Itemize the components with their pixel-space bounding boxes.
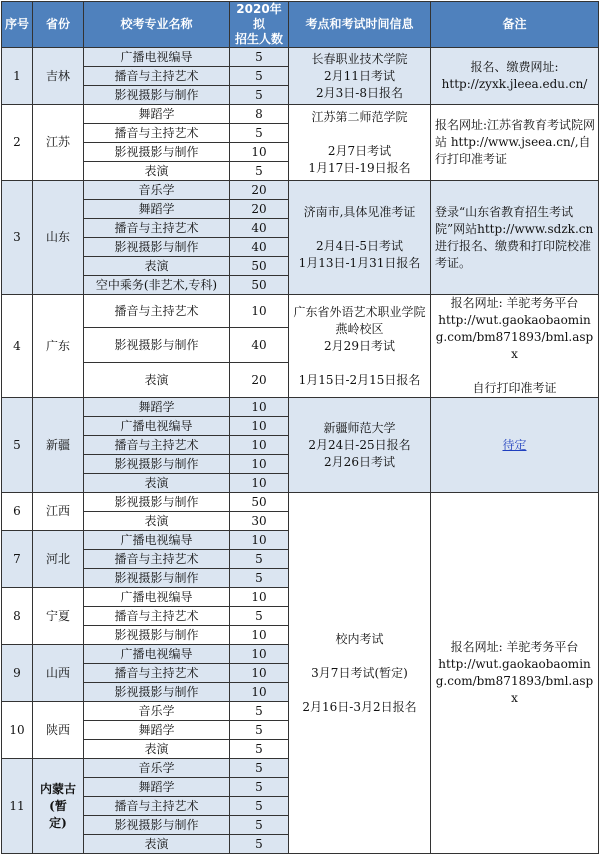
quota-cell: 50 [230,276,289,295]
province-cell: 山西 [33,645,84,702]
quota-cell: 10 [230,531,289,550]
major-cell: 广播电视编导 [84,531,230,550]
site-cell: 长春职业技术学院 2月11日考试 2月3日-8日报名 [289,48,431,105]
site-cell: 济南市,具体见准考证 2月4日-5日考试 1月13日-1月31日报名 [289,181,431,295]
quota-cell: 5 [230,569,289,588]
row-number: 10 [2,702,33,759]
row-number: 7 [2,531,33,588]
notes-cell: 登录“山东省教育招生考试院”网站http://www.sdzk.cn进行报名、缴费和打印院校准考证。 [431,181,599,295]
row-number: 4 [2,295,33,398]
major-cell: 表演 [84,512,230,531]
major-cell: 播音与主持艺术 [84,67,230,86]
table-row [2,295,599,328]
province-cell: 广东 [33,295,84,398]
quota-cell: 20 [230,181,289,200]
major-cell: 音乐学 [84,181,230,200]
quota-cell: 10 [230,455,289,474]
quota-cell: 10 [230,645,289,664]
quota-cell: 30 [230,512,289,531]
quota-cell: 10 [230,474,289,493]
quota-cell: 10 [230,626,289,645]
quota-cell: 5 [230,550,289,569]
quota-cell: 10 [230,436,289,455]
major-cell: 广播电视编导 [84,417,230,436]
notes-cell: 报名网址: 羊驼考务平台 http://wut.gaokaobaoming.com/bm871893/bml.aspx [431,493,599,854]
major-cell: 舞蹈学 [84,200,230,219]
header-site: 考点和考试时间信息 [289,2,431,48]
major-cell: 播音与主持艺术 [84,295,230,328]
quota-cell: 5 [230,759,289,778]
province-cell: 吉林 [33,48,84,105]
major-cell: 播音与主持艺术 [84,550,230,569]
major-cell: 表演 [84,474,230,493]
major-cell: 音乐学 [84,702,230,721]
quota-cell: 5 [230,124,289,143]
major-cell: 影视摄影与制作 [84,816,230,835]
quota-cell: 5 [230,816,289,835]
table-row [2,493,599,512]
notes-cell [431,398,599,493]
quota-cell: 5 [230,721,289,740]
major-cell: 影视摄影与制作 [84,683,230,702]
row-number: 6 [2,493,33,531]
major-cell: 播音与主持艺术 [84,664,230,683]
header-province: 省份 [33,2,84,48]
province-cell: 河北 [33,531,84,588]
header-no: 序号 [2,2,33,48]
major-cell: 表演 [84,363,230,398]
quota-cell: 40 [230,328,289,363]
province-cell: 新疆 [33,398,84,493]
site-cell: 广东省外语艺术职业学院燕岭校区 2月29日考试 1月15日-2月15日报名 [289,295,431,398]
quota-cell: 10 [230,143,289,162]
major-cell: 影视摄影与制作 [84,493,230,512]
quota-cell: 5 [230,702,289,721]
province-cell: 江苏 [33,105,84,181]
table-row [2,398,599,417]
province-cell: 山东 [33,181,84,295]
quota-cell: 5 [230,835,289,854]
major-cell: 播音与主持艺术 [84,124,230,143]
major-cell: 影视摄影与制作 [84,86,230,105]
quota-cell: 5 [230,162,289,181]
major-cell: 表演 [84,257,230,276]
major-cell: 播音与主持艺术 [84,219,230,238]
major-cell: 播音与主持艺术 [84,797,230,816]
major-cell: 影视摄影与制作 [84,569,230,588]
quota-cell: 10 [230,417,289,436]
quota-cell: 40 [230,219,289,238]
quota-cell: 10 [230,664,289,683]
row-number: 3 [2,181,33,295]
quota-cell: 10 [230,398,289,417]
major-cell: 舞蹈学 [84,721,230,740]
notes-cell: 报名网址:江苏省教育考试院网站 http://www.jseea.cn/,自行打印准考证 [431,105,599,181]
major-cell: 广播电视编导 [84,588,230,607]
major-cell: 表演 [84,835,230,854]
site-cell: 新疆师范大学 2月24日-25日报名 2月26日考试 [289,398,431,493]
row-number: 9 [2,645,33,702]
major-cell: 影视摄影与制作 [84,238,230,257]
row-number: 2 [2,105,33,181]
major-cell: 音乐学 [84,759,230,778]
quota-cell: 10 [230,683,289,702]
quota-cell: 50 [230,257,289,276]
site-cell: 江苏第二师范学院 2月7日考试 1月17日-19日报名 [289,105,431,181]
major-cell: 影视摄影与制作 [84,143,230,162]
quota-cell: 50 [230,493,289,512]
quota-cell: 5 [230,778,289,797]
quota-cell: 5 [230,67,289,86]
row-number: 11 [2,759,33,854]
province-cell: 陕西 [33,702,84,759]
admissions-table [1,1,599,854]
table-row [2,48,599,67]
quota-cell: 40 [230,238,289,257]
major-cell: 舞蹈学 [84,398,230,417]
quota-cell: 10 [230,588,289,607]
notes-cell: 报名网址: 羊驼考务平台 http://wut.gaokaobaoming.com/bm871893/bml.aspx 自行打印准考证 [431,295,599,398]
province-cell: 内蒙古 (暂 定) [33,759,84,854]
quota-cell: 20 [230,363,289,398]
quota-cell: 5 [230,797,289,816]
province-cell: 宁夏 [33,588,84,645]
major-cell: 舞蹈学 [84,105,230,124]
major-cell: 空中乘务(非艺术,专科) [84,276,230,295]
quota-cell: 8 [230,105,289,124]
major-cell: 表演 [84,740,230,759]
row-number: 5 [2,398,33,493]
notes-cell: 报名、缴费网址: http://zyxk.jleea.edu.cn/ [431,48,599,105]
quota-cell: 5 [230,607,289,626]
major-cell: 舞蹈学 [84,778,230,797]
major-cell: 广播电视编导 [84,48,230,67]
major-cell: 影视摄影与制作 [84,455,230,474]
province-cell: 江西 [33,493,84,531]
major-cell: 影视摄影与制作 [84,626,230,645]
major-cell: 表演 [84,162,230,181]
site-cell: 校内考试 3月7日考试(暂定) 2月16日-3月2日报名 [289,493,431,854]
table-row [2,181,599,200]
major-cell: 广播电视编导 [84,645,230,664]
quota-cell: 5 [230,740,289,759]
row-number: 8 [2,588,33,645]
header-notes: 备注 [431,2,599,48]
header-quota: 2020年拟 招生人数 [230,2,289,48]
table-row [2,105,599,124]
major-cell: 播音与主持艺术 [84,607,230,626]
header-major: 校考专业名称 [84,2,230,48]
quota-cell: 20 [230,200,289,219]
major-cell: 影视摄影与制作 [84,328,230,363]
tbd-link[interactable]: 待定 [502,437,527,452]
row-number: 1 [2,48,33,105]
major-cell: 播音与主持艺术 [84,436,230,455]
quota-cell: 10 [230,295,289,328]
quota-cell: 5 [230,86,289,105]
quota-cell: 5 [230,48,289,67]
